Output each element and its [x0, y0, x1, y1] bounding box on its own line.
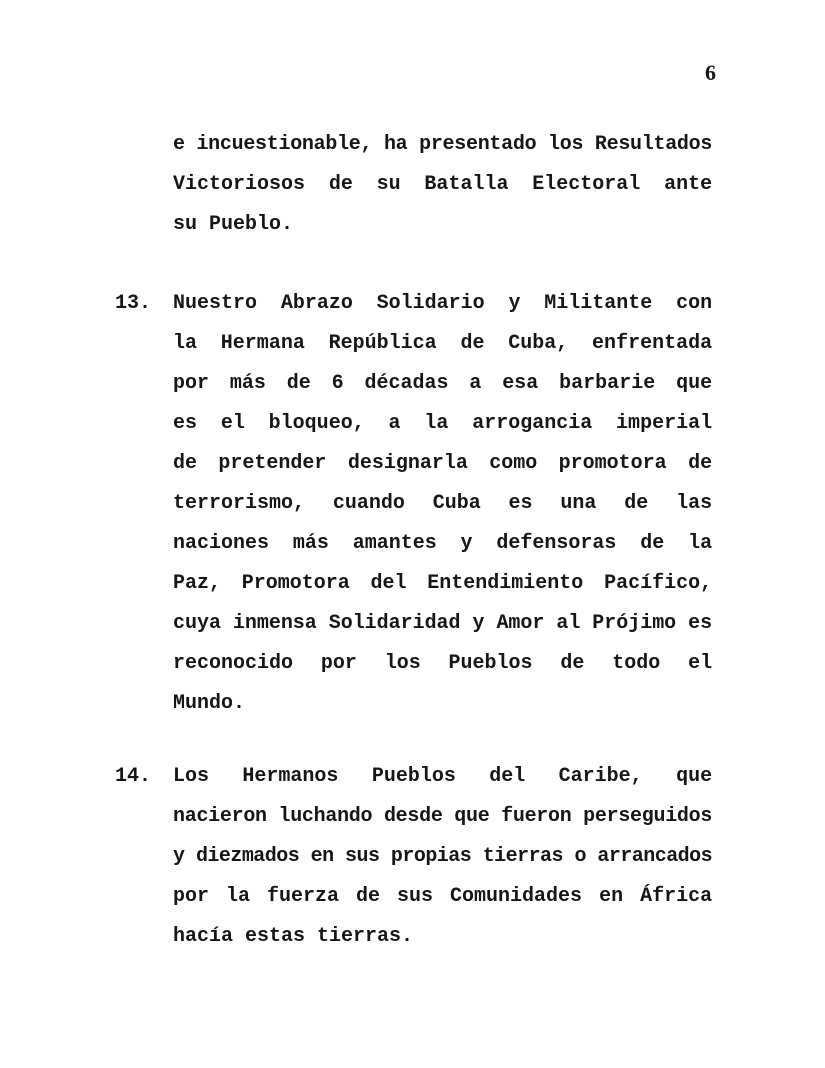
paragraph [115, 757, 712, 957]
paragraph [115, 284, 712, 724]
paragraph-line: Nuestro Abrazo Solidario y Militante con [173, 292, 713, 315]
paragraph-line: por más de 6 décadas a esa barbarie que [173, 372, 713, 395]
document-body [115, 125, 712, 957]
paragraph-line: la Hermana República de Cuba, enfrentada [173, 332, 713, 355]
page-number: 6 [705, 60, 716, 85]
paragraph-number: 14. [115, 765, 152, 788]
paragraph-line: cuya inmensa Solidaridad y Amor al Prójimo es [173, 612, 713, 635]
paragraph-line: por la fuerza de sus Comunidades en África [173, 885, 713, 908]
paragraph-line: y diezmados en sus propias tierras o arrancados [173, 845, 713, 868]
paragraph-line: de pretender designarla como promotora de [173, 452, 713, 475]
paragraph-line: nacieron luchando desde que fueron perseguidos [173, 805, 713, 828]
paragraph-line: Victoriosos de su Batalla Electoral ante [173, 173, 713, 196]
paragraph-line: reconocido por los Pueblos de todo el [173, 652, 713, 675]
paragraph-line: Mundo. [173, 692, 246, 715]
paragraph-line: Paz, Promotora del Entendimiento Pacífico, [173, 572, 713, 595]
paragraph-line: Los Hermanos Pueblos del Caribe, que [173, 765, 713, 788]
paragraph-line: hacía estas tierras. [173, 925, 414, 948]
paragraph-line: terrorismo, cuando Cuba es una de las [173, 492, 713, 515]
paragraph-line: naciones más amantes y defensoras de la [173, 532, 713, 555]
paragraph-line: es el bloqueo, a la arrogancia imperial [173, 412, 713, 435]
paragraph [115, 125, 712, 245]
paragraph-line: su Pueblo. [173, 213, 294, 236]
paragraph-number: 13. [115, 292, 152, 315]
paragraph-line: e incuestionable, ha presentado los Resultados [173, 133, 713, 156]
